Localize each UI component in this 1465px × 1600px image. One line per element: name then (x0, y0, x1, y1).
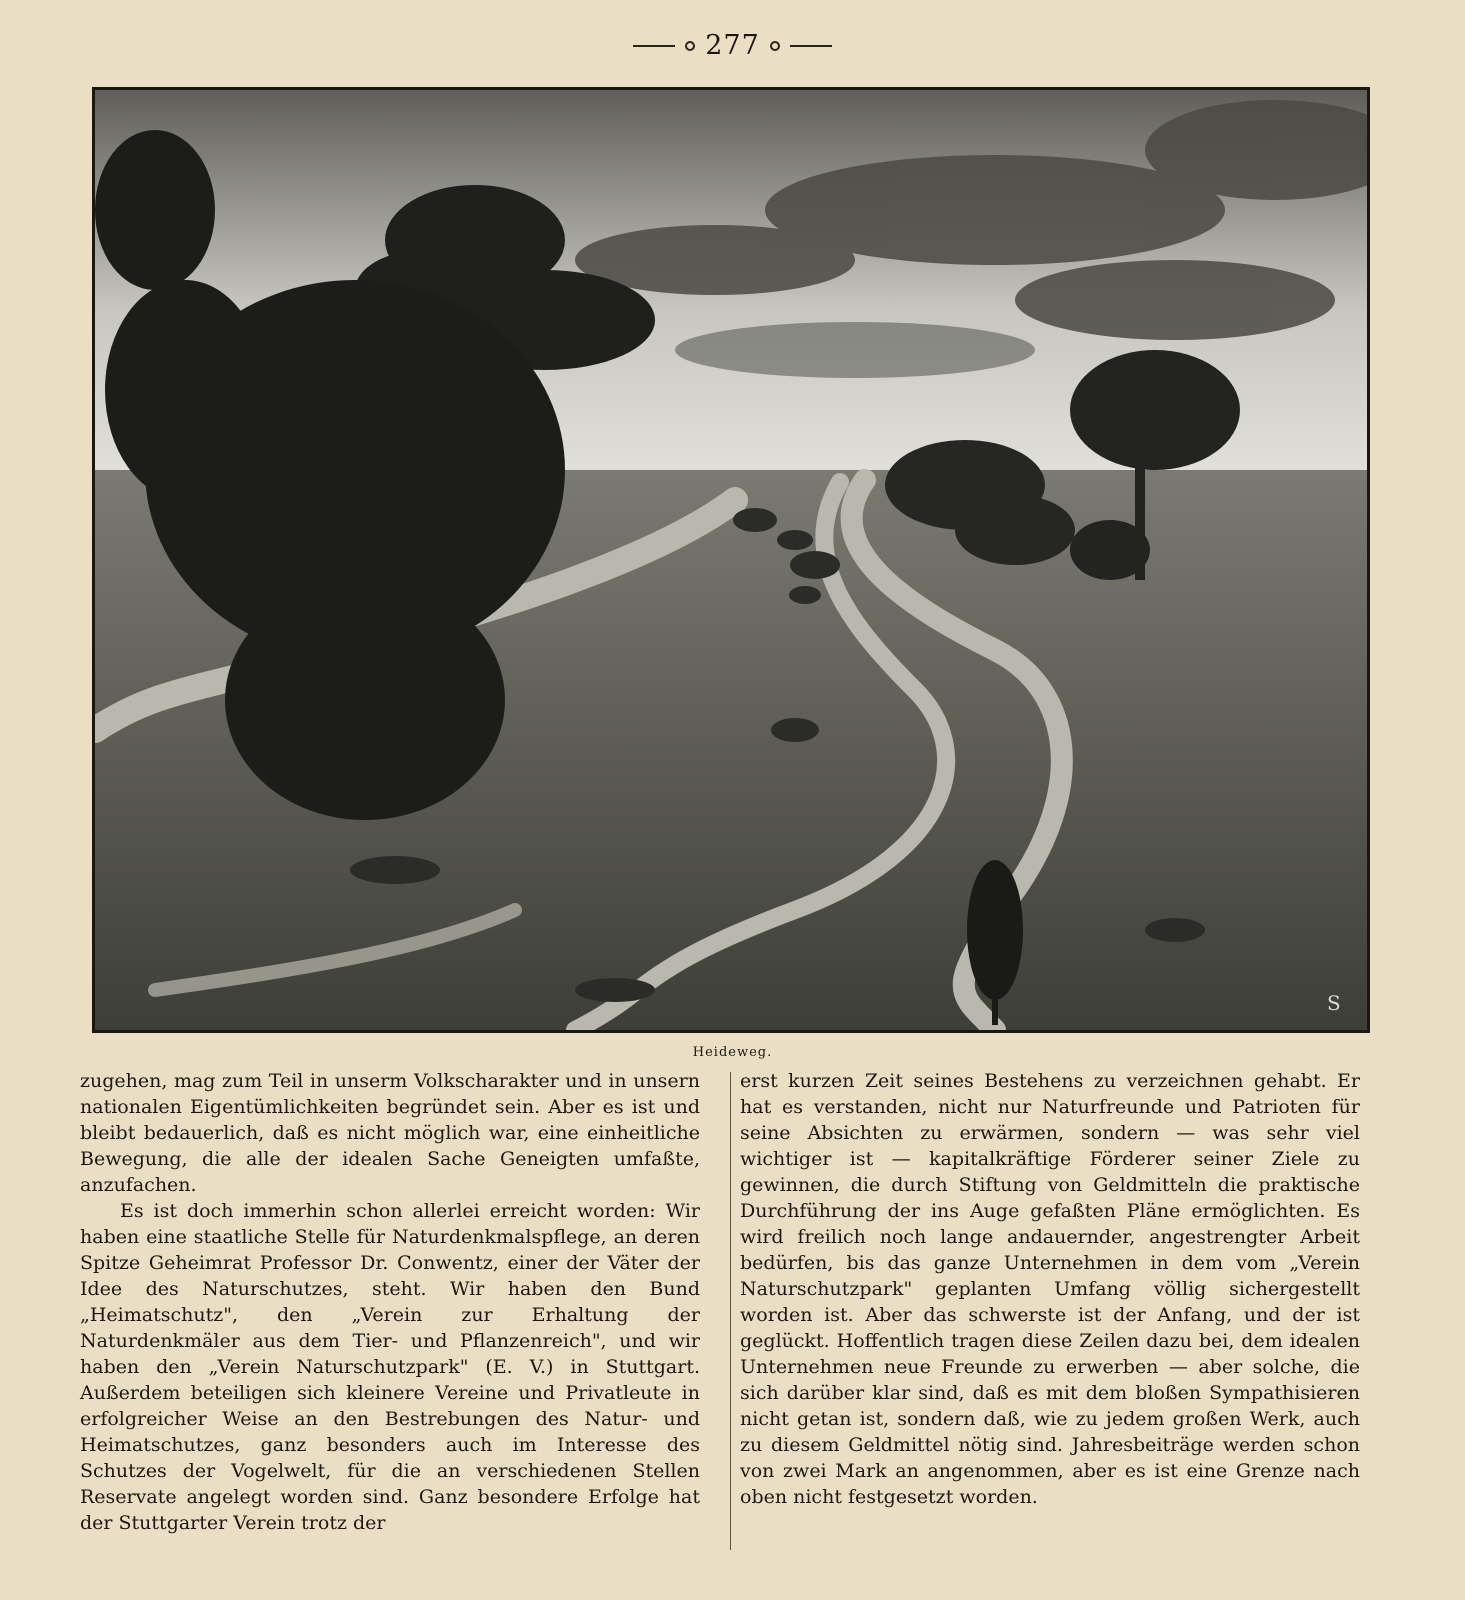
paragraph: Es ist doch immerhin schon allerlei erreicht worden: Wir haben eine staatliche Stelle für Naturdenkmalspflege, an deren Spitze Geheimrat Professor Dr. Conwentz, einer der Väter der Idee des Naturschutzes, steht. Wir haben den Bund „Heimatschutz", den „Verein zur Erhaltung der Naturdenkmäler aus dem Tier- und Pflanzenreich", und wir haben den „Verein Naturschutzpark" (E. V.) in Stuttgart. Außerdem beteiligen sich kleinere Vereine und Privatleute in erfolgreicher Weise an den Bestrebungen des Natur- und Heimatschutzes, ganz besonders auch im Interesse des Schutzes der Vogelwelt, für die an verschiedenen Stellen Reservate angelegt worden sind. Ganz besondere Erfolge hat der Stuttgarter Verein trotz der (80, 1200, 700, 1534)
header-ornament-right (770, 41, 780, 51)
left-column (80, 1068, 700, 1568)
figure-caption: Heideweg. (692, 1045, 773, 1060)
page-number: 277 (705, 30, 760, 61)
page-header (0, 30, 1465, 61)
heath-path-photograph (92, 87, 1370, 1033)
right-column (740, 1068, 1360, 1568)
body-text (80, 1068, 1360, 1568)
header-rule-right (790, 45, 832, 47)
paragraph: zugehen, mag zum Teil in unserm Volkscharakter und in unsern nationalen Eigentümlichkeiten begründet sein. Aber es ist und bleibt bedauerlich, daß es nicht möglich war, eine einheitliche Bewegung, die alle der idealen Sache Geneigten umfaßte, anzufachen. (80, 1070, 700, 1196)
photographer-monogram: S (1327, 991, 1341, 1015)
header-ornament-left (685, 41, 695, 51)
paragraph: erst kurzen Zeit seines Bestehens zu verzeichnen gehabt. Er hat es verstanden, nicht nur Naturfreunde und Patrioten für seine Absichten zu erwärmen, sondern — was sehr viel wichtiger ist — kapitalkräftige Förderer seiner Ziele zu gewinnen, die durch Stiftung von Geldmitteln die praktische Durchführung der ins Auge gefaßten Pläne ermöglichten. Es wird freilich noch lange andauernder, angestrengter Arbeit bedürfen, bis das ganze Unternehmen in dem vom „Verein Naturschutzpark" geplanten Umfang völlig sichergestellt worden ist. Aber das schwerste ist der Anfang, und der ist geglückt. Hoffentlich tragen diese Zeilen dazu bei, dem idealen Unternehmen neue Freunde zu erwerben — aber solche, die sich darüber klar sind, daß es mit dem bloßen Sympathisieren nicht getan ist, sondern daß, wie zu jedem großen Werk, auch zu diesem Geldmittel nötig sind. Jahresbeiträge werden schon von zwei Mark an angenommen, aber es ist eine Grenze nach oben nicht festgesetzt worden. (740, 1070, 1360, 1508)
header-rule-left (633, 45, 675, 47)
